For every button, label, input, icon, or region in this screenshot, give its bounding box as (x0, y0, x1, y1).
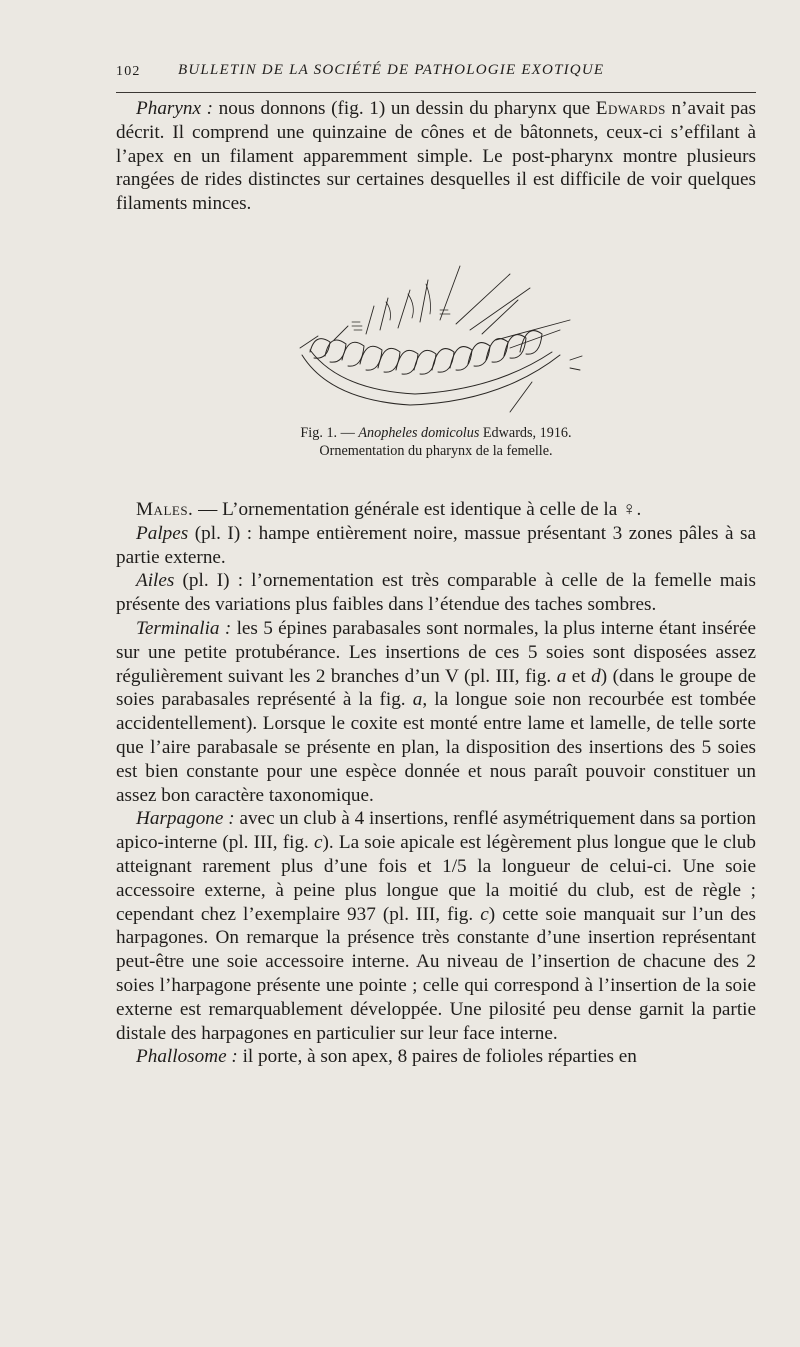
pharynx-lead: Pharynx : (136, 98, 214, 119)
males-section (116, 498, 756, 1069)
pharynx-text-b: n’avait pas décrit. Il comprend une quinzaine de cônes et de bâtonnets, ceux-ci s’effilant à l’apex en un filament apparemment simple. Le post-pharynx montre plusieurs rangées de rides distinctes sur certaines desquelles il est difficile de voir quelques filaments minces. (116, 98, 756, 215)
palpes-lead: Palpes (136, 522, 189, 544)
caption-species: Anopheles domicolus (358, 425, 480, 441)
harpagone-text-c: ) cette soie manquait sur l’un des harpagones. On remarque la présence très constante d’une insertion représentant peut-être une soie accessoire interne. Au niveau de l’insertion de chacune des 2 soies l’harpagone présente une pointe ; celle qui correspond à l’insertion de la soie externe est remarquablement développée. Une pilosité peu dense garnit la partie distale des harpagones en particulier sur leur face interne. (116, 903, 756, 1044)
terminalia-text-d: , la longue soie non recourbée est tombée accidentellement). Lorsque le coxite est monté entre lame et lamelle, de telle sorte que l’aire parabasale se présente en plan, la disposition des insertions des 5 soies est bien constante pour une espèce donnée et nous paraît pouvoir constituer un assez bon caractère taxonomique. (116, 689, 756, 806)
fig-ref-c-2: c (480, 903, 489, 925)
harpagone-text-b: ). La soie apicale est légèrement plus longue que le club atteignant rarement plus d’une fois et 1/5 la longueur de celui-ci. Une soie accessoire externe, à peine plus longue que la moitié du club, est de règle ; cependant chez l’exemplaire 937 (pl. III, fig. (116, 832, 756, 925)
males-lead: Males. (136, 499, 194, 520)
running-header (116, 62, 760, 86)
pharynx-arch-outer (302, 355, 560, 405)
phallosome-lead: Phallosome : (136, 1046, 238, 1068)
running-title: BULLETIN DE LA SOCIÉTÉ DE PATHOLOGIE EXOTIQUE (178, 62, 605, 78)
terminalia-text-a: les 5 épines parabasales sont normales, la plus interne étant insérée sur une petite protubérance. Les insertions de ces 5 soies sont disposées assez régulièrement suivant les 2 branches d’un V (pl. III, fig. (116, 617, 757, 687)
caption-suffix: Edwards, 1916. (479, 425, 572, 441)
harpagone-lead: Harpagone : (136, 808, 235, 830)
pharynx-paragraph (116, 97, 756, 216)
fig-ref-a: a (556, 665, 567, 687)
pharynx-arch-inner (310, 350, 552, 394)
phallosome-paragraph (116, 1045, 756, 1069)
phallosome-text: il porte, à son apex, 8 paires de folioles réparties en (237, 1046, 637, 1068)
harpagone-text-a: avec un club à 4 insertions, renflé asymétriquement dans sa portion apico-interne (pl. III, fig. (116, 808, 757, 854)
pharynx-section (116, 97, 756, 216)
caption-line-2: Ornementation du pharynx de la femelle. (319, 443, 553, 459)
terminalia-text-b: et (566, 665, 592, 687)
figure-caption (116, 424, 756, 460)
ailes-paragraph (116, 569, 756, 617)
terminalia-lead: Terminalia : (136, 617, 232, 639)
harpagone-paragraph (116, 807, 756, 1045)
caption-line-1 (116, 424, 756, 442)
pharynx-filaments (352, 284, 450, 330)
author-name: Edwards (595, 98, 666, 119)
fig-ref-c: c (314, 832, 323, 854)
ailes-text: (pl. I) : l’ornementation est très comparable à celle de la femelle mais présente des variations plus faibles dans l’étendue des taches sombres. (116, 570, 756, 616)
pharynx-text-a: nous donnons (fig. 1) un dessin du pharynx que (213, 98, 596, 119)
header-rule (116, 92, 756, 93)
males-paragraph (116, 498, 756, 522)
ailes-lead: Ailes (136, 570, 175, 592)
pharynx-figure (270, 260, 610, 420)
palpes-paragraph (116, 522, 756, 570)
fig-ref-a-2: a (412, 689, 423, 711)
page-number: 102 (116, 64, 141, 79)
terminalia-paragraph (116, 617, 756, 807)
terminalia-text-c: ) (dans le groupe de soies parabasales représenté à la fig. (116, 665, 756, 711)
pharynx-drawing (270, 260, 610, 420)
males-text: — L’ornementation générale est identique à celle de la ♀. (193, 499, 642, 520)
fig-ref-d: d (591, 665, 601, 687)
palpes-text: (pl. I) : hampe entièrement noire, massue présentant 3 zones pâles à sa partie externe. (116, 522, 756, 568)
caption-prefix: Fig. 1. — (300, 425, 359, 441)
